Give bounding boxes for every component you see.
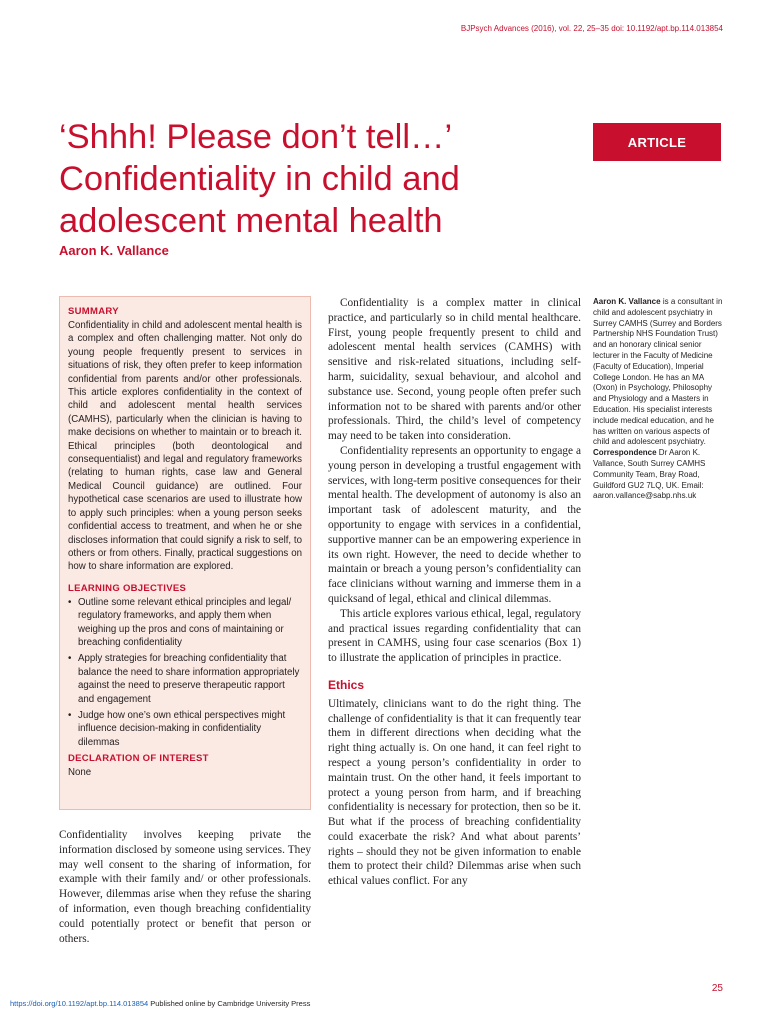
author-note bbox=[593, 297, 723, 502]
title-line: ‘Shhh! Please don’t tell…’ bbox=[59, 118, 453, 156]
learning-objective-text: Outline some relevant ethical principles and legal/ regulatory frameworks, and apply them when weighing up the pros and cons of maintaining or breaching confidentiality bbox=[78, 596, 292, 648]
learning-objective-item bbox=[68, 596, 302, 650]
intro-paragraph: Confidentiality involves keeping private the information disclosed by someone using services. They may well consent to the sharing of information, for example with their family and/ or other professionals. However, dilemmas arise when they refuse the sharing of information, even though breaching confidentiality could potentially protect or benefit that person or others. bbox=[59, 829, 311, 945]
body-paragraph: Confidentiality is a complex matter in clinical practice, and particularly so in child mental healthcare. First, young people frequently present to child and adolescent mental health services (CAMHS) with sensitive and risk-related situations, including self-harm, suicidality, sexual behaviour, and alcohol and substance use. Second, young people often prefer such information not to be shared with parents and/or other professionals. Third, the child’s level of competency may need to be taken into consideration. bbox=[328, 297, 581, 443]
bullet-icon: • bbox=[68, 653, 72, 665]
title-line: Confidentiality in child and bbox=[59, 160, 460, 198]
page-number: 25 bbox=[711, 983, 723, 994]
correspondence-text: Dr Aaron K. Vallance, South Surrey CAMHS Community Team, Bray Road, Guildford GU2 7LQ, UK. Email: aaron.vallance@sabp.nhs.uk bbox=[593, 448, 706, 501]
declaration-text: None bbox=[68, 767, 92, 779]
footer-text: Published online by Cambridge University Press bbox=[148, 999, 311, 1008]
learning-objectives-heading: LEARNING OBJECTIVES bbox=[68, 582, 187, 594]
learning-objective-text: Apply strategies for breaching confidentiality that balance the need to share information appropriately against the need to preserve therapeutic rapport and engagement bbox=[78, 653, 300, 705]
learning-objective-item bbox=[68, 652, 302, 706]
ethics-paragraph: Ultimately, clinicians want to do the right thing. The challenge of confidentiality is that it can frequently tear them in different directions when deciding what the right thing actually is. On one hand, it can feel right to respect a young person’s confidentiality in order to maintain trust. On the other hand, it feels important to protect a young person from harm, and if breaching confidentiality is necessary for protection, then so be it. But what if the process of breaching confidentiality could exacerbate the risk? And what about parents’ rights – should they not be given information to enable them to protect their child? Dilemmas arise when such ethical values conflict. For any bbox=[328, 697, 581, 888]
author-note-name: Aaron K. Vallance bbox=[593, 297, 661, 306]
author-name: Aaron K. Vallance bbox=[59, 243, 169, 258]
summary-heading: SUMMARY bbox=[68, 306, 119, 317]
correspondence bbox=[593, 448, 723, 502]
summary-box bbox=[59, 296, 311, 810]
learning-objective-text: Judge how one’s own ethical perspectives might influence decision-making in confidentiality dilemmas bbox=[78, 709, 286, 748]
learning-objective-item bbox=[68, 709, 302, 749]
body-paragraph: Confidentiality represents an opportunity to engage a young person in developing a trustful engagement with services, with long-term positive consequences for their mental health. The development of autonomy is also an important task of adolescent maturity, and the opportunity to engage with services in a confidential, supportive manner can be an empowering experience in its own right. However, the need to decide whether to maintain or breach a young person’s confidentiality can face clinicians without warning and immerse them in a quicksand of legal, ethical and clinical dilemmas. bbox=[328, 444, 581, 605]
doi-link[interactable]: https://doi.org/10.1192/apt.bp.114.013854 bbox=[10, 999, 149, 1008]
declaration-heading: DECLARATION OF INTEREST bbox=[68, 753, 209, 765]
bullet-icon: • bbox=[68, 596, 72, 608]
correspondence-label: Correspondence bbox=[593, 448, 657, 458]
section-heading-ethics: Ethics bbox=[328, 677, 365, 692]
learning-objectives-list bbox=[68, 596, 302, 749]
main-column bbox=[328, 296, 581, 889]
article-title bbox=[59, 116, 559, 242]
summary-text: Confidentiality in child and adolescent mental health is a complex and often challenging matter. Not only do young people frequently present to services in situations of risk, they often prefer to keep information confidential from parents and/or other professionals. This article explores confidentiality in the context of child and adolescent mental health services (CAMHS), particularly when the clinician is having to make decisions on whether to maintain or to breach it. Ethical principles (both deontological and consequentialist) and legal and regulatory frameworks (relating to human rights, case law and General Medical Council guidance) are outlined. Four hypothetical case scenarios are used to illustrate how to apply such principles: when a young person seeks confidential access to treatment, and when he or she discloses information that could signify a risk to self, to others or from others. Finally, practical suggestions on how to share information are explored. bbox=[68, 320, 302, 573]
bullet-icon: • bbox=[68, 709, 72, 721]
article-type-badge: ARTICLE bbox=[593, 123, 721, 161]
author-bio-text: is a consultant in child and adolescent psychiatry in Surrey CAMHS (Surrey and Borders Partnership NHS Foundation Trust) and an honorary clinical senior lecturer in the Faculty of Medicine (Faculty of Education), Imperial College London. He has an MA (Oxon) in Psychology, Philosophy and Physiology and a Masters in Education. His specialist interests include medical education, and he has written on various aspects of child and adolescent psychiatry. bbox=[593, 297, 723, 447]
title-line: adolescent mental health bbox=[59, 202, 443, 240]
journal-reference: BJPsych Advances (2016), vol. 22, 25–35 doi: 10.1192/apt.bp.114.013854 bbox=[460, 24, 723, 33]
author-bio bbox=[593, 297, 723, 448]
body-paragraph: This article explores various ethical, legal, regulatory and practical issues regarding confidentiality that can present in CAMHS, using four case scenarios (Box 1) to illustrate the application of principles in practice. bbox=[328, 607, 581, 665]
footer bbox=[10, 999, 310, 1008]
